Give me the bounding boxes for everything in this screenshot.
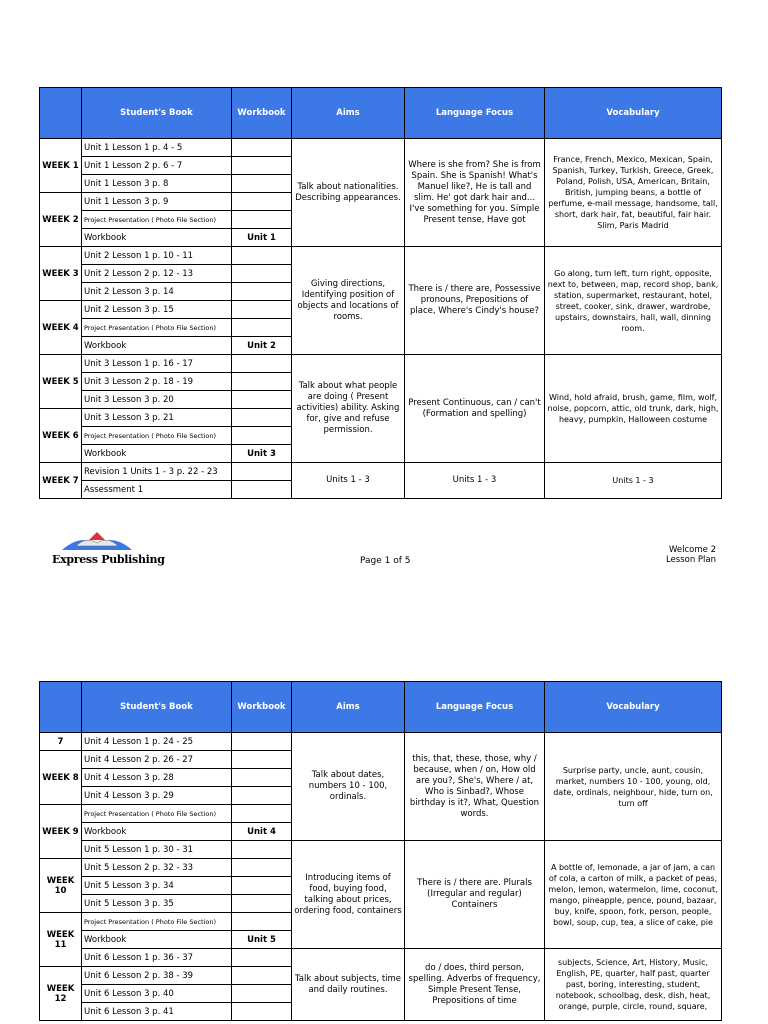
- workbook-cell: [232, 427, 292, 445]
- lesson-cell: Unit 1 Lesson 2 p. 6 - 7: [82, 157, 232, 175]
- workbook-cell: [232, 283, 292, 301]
- lesson-cell: Workbook: [82, 445, 232, 463]
- lesson-cell: Unit 5 Lesson 3 p. 34: [82, 877, 232, 895]
- lesson-cell: Unit 4 Lesson 2 p. 26 - 27: [82, 751, 232, 769]
- header-language-focus: Language Focus: [405, 88, 545, 139]
- lesson-cell: Unit 3 Lesson 1 p. 16 - 17: [82, 355, 232, 373]
- lesson-cell: Unit 1 Lesson 3 p. 8: [82, 175, 232, 193]
- workbook-cell: [232, 139, 292, 157]
- workbook-cell: [232, 751, 292, 769]
- workbook-cell: [232, 301, 292, 319]
- week-cell: 7: [40, 733, 82, 751]
- lesson-cell: Project Presentation ( Photo File Section): [82, 805, 232, 823]
- workbook-cell: [232, 211, 292, 229]
- workbook-cell: [232, 481, 292, 499]
- week-cell: WEEK 4: [40, 301, 82, 355]
- title-line-2: Lesson Plan: [665, 555, 716, 565]
- header-workbook: Workbook: [232, 682, 292, 733]
- lesson-cell: Unit 5 Lesson 3 p. 35: [82, 895, 232, 913]
- lesson-cell: Unit 4 Lesson 3 p. 28: [82, 769, 232, 787]
- lesson-cell: Assessment 1: [82, 481, 232, 499]
- workbook-cell: [232, 895, 292, 913]
- lesson-cell: Unit 1 Lesson 1 p. 4 - 5: [82, 139, 232, 157]
- header-language-focus: Language Focus: [405, 682, 545, 733]
- workbook-cell: Unit 5: [232, 931, 292, 949]
- header-workbook: Workbook: [232, 88, 292, 139]
- workbook-cell: [232, 769, 292, 787]
- week-cell: WEEK 10: [40, 859, 82, 913]
- aims-cell: Talk about subjects, time and daily routines.: [292, 949, 405, 1021]
- language-focus-cell: There is / there are, Possessive pronouns, Prepositions of place, Where's Cindy's house?: [405, 247, 545, 355]
- week-cell: WEEK 6: [40, 409, 82, 463]
- workbook-cell: [232, 841, 292, 859]
- vocabulary-cell: Wind, hold afraid, brush, game, film, wolf, noise, popcorn, attic, old trunk, dark, high, heavy, pumpkin, Halloween costume: [545, 355, 722, 463]
- lesson-cell: Unit 1 Lesson 3 p. 9: [82, 193, 232, 211]
- lesson-cell: Revision 1 Units 1 - 3 p. 22 - 23: [82, 463, 232, 481]
- header-vocabulary: Vocabulary: [545, 682, 722, 733]
- lesson-cell: Project Presentation ( Photo File Section): [82, 319, 232, 337]
- workbook-cell: [232, 985, 292, 1003]
- lesson-cell: Unit 6 Lesson 3 p. 40: [82, 985, 232, 1003]
- workbook-cell: [232, 355, 292, 373]
- workbook-cell: [232, 463, 292, 481]
- week-cell: WEEK 3: [40, 247, 82, 301]
- aims-cell: Talk about dates, numbers 10 - 100, ordinals.: [292, 733, 405, 841]
- aims-cell: Talk about what people are doing ( Present activities) ability. Asking for, give and refuse permission.: [292, 355, 405, 463]
- workbook-cell: [232, 247, 292, 265]
- lesson-cell: Unit 3 Lesson 3 p. 20: [82, 391, 232, 409]
- vocabulary-cell: Units 1 - 3: [545, 463, 722, 499]
- workbook-cell: [232, 319, 292, 337]
- vocabulary-cell: subjects, Science, Art, History, Music, English, PE, quarter, half past, quarter past, boring, interesting, student, notebook, schoolbag, desk, dish, heat, orange, purple, circle, round, square,: [545, 949, 722, 1021]
- lesson-cell: Unit 5 Lesson 2 p. 32 - 33: [82, 859, 232, 877]
- header-week: [40, 682, 82, 733]
- lesson-cell: Workbook: [82, 229, 232, 247]
- language-focus-cell: Where is she from? She is from Spain. She is Spanish! What's Manuel like?, He is tall and slim. He' got dark hair and... I've something for you. Simple Present tense, Have got: [405, 139, 545, 247]
- workbook-cell: [232, 157, 292, 175]
- lesson-cell: Unit 6 Lesson 3 p. 41: [82, 1003, 232, 1021]
- workbook-cell: Unit 4: [232, 823, 292, 841]
- week-cell: WEEK 5: [40, 355, 82, 409]
- lesson-cell: Unit 2 Lesson 1 p. 10 - 11: [82, 247, 232, 265]
- workbook-cell: [232, 1003, 292, 1021]
- lesson-cell: Workbook: [82, 823, 232, 841]
- workbook-cell: [232, 877, 292, 895]
- lesson-cell: Unit 6 Lesson 2 p. 38 - 39: [82, 967, 232, 985]
- lesson-cell: Unit 5 Lesson 1 p. 30 - 31: [82, 841, 232, 859]
- document-title: [666, 545, 716, 565]
- workbook-cell: [232, 733, 292, 751]
- workbook-cell: [232, 859, 292, 877]
- language-focus-cell: Present Continuous, can / can't (Formation and spelling): [405, 355, 545, 463]
- workbook-cell: Unit 3: [232, 445, 292, 463]
- workbook-cell: Unit 2: [232, 337, 292, 355]
- header-row: [40, 682, 722, 733]
- vocabulary-cell: Go along, turn left, turn right, opposite, next to, between, map, record shop, bank, station, supermarket, restaurant, hotel, street, cooker, sink, drawer, wardrobe, upstairs, downstairs, hall, wall, dinning room.: [545, 247, 722, 355]
- workbook-cell: [232, 175, 292, 193]
- workbook-cell: [232, 193, 292, 211]
- lesson-cell: Unit 2 Lesson 2 p. 12 - 13: [82, 265, 232, 283]
- week-cell: WEEK 12: [40, 967, 82, 1021]
- workbook-cell: [232, 967, 292, 985]
- aims-cell: Giving directions, Identifying position of objects and locations of rooms.: [292, 247, 405, 355]
- lesson-plan-table-1: [39, 87, 722, 499]
- lesson-cell: Project Presentation ( Photo File Section): [82, 913, 232, 931]
- lesson-cell: Unit 6 Lesson 1 p. 36 - 37: [82, 949, 232, 967]
- week-cell: WEEK 1: [40, 139, 82, 193]
- header-row: [40, 88, 722, 139]
- workbook-cell: [232, 949, 292, 967]
- language-focus-cell: Units 1 - 3: [405, 463, 545, 499]
- lesson-cell: Workbook: [82, 931, 232, 949]
- lesson-cell: Unit 3 Lesson 2 p. 18 - 19: [82, 373, 232, 391]
- lesson-cell: Unit 2 Lesson 3 p. 14: [82, 283, 232, 301]
- title-line-1: Welcome 2: [669, 545, 716, 555]
- week-cell: WEEK 11: [40, 913, 82, 967]
- lesson-plan-table-2: [39, 681, 722, 1021]
- header-students-book: Student's Book: [82, 88, 232, 139]
- workbook-cell: [232, 409, 292, 427]
- week-cell: WEEK 9: [40, 805, 82, 859]
- aims-cell: Talk about nationalities. Describing appearances.: [292, 139, 405, 247]
- lesson-cell: Unit 2 Lesson 3 p. 15: [82, 301, 232, 319]
- week-cell: WEEK 2: [40, 193, 82, 247]
- vocabulary-cell: Surprise party, uncle, aunt, cousin, market, numbers 10 - 100, young, old, date, ordinals, neighbour, hide, turn on, turn off: [545, 733, 722, 841]
- vocabulary-cell: A bottle of, lemonade, a jar of jam, a can of cola, a carton of milk, a packet of peas, melon, lemon, watermelon, lime, coconut, mango, pineapple, pence, pound, bazaar, buy, knife, spoon, fork, person, people, bowl, soup, cup, tea, a slice of cake, pie: [545, 841, 722, 949]
- lesson-cell: Project Presentation ( Photo File Section): [82, 211, 232, 229]
- workbook-cell: Unit 1: [232, 229, 292, 247]
- book-logo-icon: [52, 526, 142, 554]
- aims-cell: Units 1 - 3: [292, 463, 405, 499]
- lesson-cell: Project Presentation ( Photo File Section): [82, 427, 232, 445]
- page-number: Page 1 of 5: [360, 556, 411, 566]
- lesson-cell: Workbook: [82, 337, 232, 355]
- header-vocabulary: Vocabulary: [545, 88, 722, 139]
- lesson-cell: Unit 4 Lesson 1 p. 24 - 25: [82, 733, 232, 751]
- language-focus-cell: There is / there are. Plurals (Irregular and regular) Containers: [405, 841, 545, 949]
- language-focus-cell: do / does, third person, spelling. Adverbs of frequency, Simple Present Tense, Prepositions of time: [405, 949, 545, 1021]
- header-week: [40, 88, 82, 139]
- workbook-cell: [232, 913, 292, 931]
- aims-cell: Introducing items of food, buying food, talking about prices, ordering food, containers: [292, 841, 405, 949]
- language-focus-cell: this, that, these, those, why / because, when / on, How old are you?, She's, Where / at, Who is Sinbad?, Whose birthday is it?, What, Question words.: [405, 733, 545, 841]
- workbook-cell: [232, 391, 292, 409]
- workbook-cell: [232, 805, 292, 823]
- week-cell: WEEK 8: [40, 751, 82, 805]
- workbook-cell: [232, 787, 292, 805]
- header-aims: Aims: [292, 88, 405, 139]
- header-students-book: Student's Book: [82, 682, 232, 733]
- week-cell: WEEK 7: [40, 463, 82, 499]
- lesson-cell: Unit 4 Lesson 3 p. 29: [82, 787, 232, 805]
- header-aims: Aims: [292, 682, 405, 733]
- workbook-cell: [232, 265, 292, 283]
- vocabulary-cell: France, French, Mexico, Mexican, Spain, Spanish, Turkey, Turkish, Greece, Greek, Poland, Polish, USA, American, Britain, British, jumping beans, a bottle of perfume, e-mail message, handsome, tall, short, dark hair, fat, beautiful, fair hair. Slim, Paris Madrid: [545, 139, 722, 247]
- publisher-logo-text: Express Publishing: [52, 553, 165, 566]
- lesson-cell: Unit 3 Lesson 3 p. 21: [82, 409, 232, 427]
- workbook-cell: [232, 373, 292, 391]
